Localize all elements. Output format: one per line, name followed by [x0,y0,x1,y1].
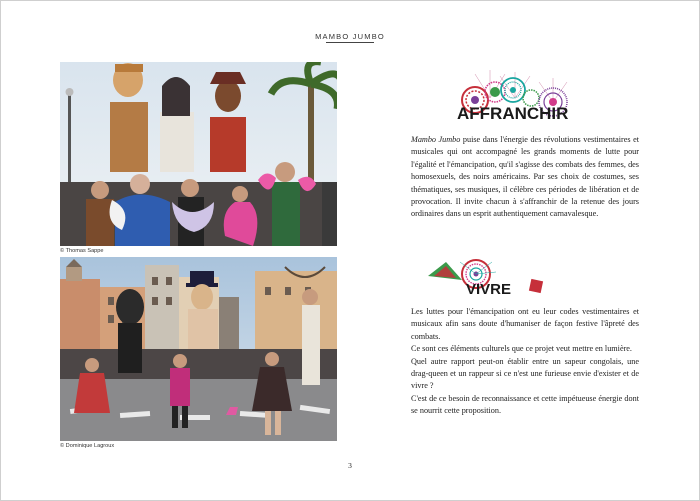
vivre-paragraph: Les luttes pour l'émancipation ont eu leur codes vestimentaires et musicaux afin sans doute d'humaniser de façon festive l'âpreté des combats. [411,307,639,341]
carnival-giants-photo [60,62,337,246]
affranchir-logo-word: AFFRANCHIR [457,104,569,123]
vivre-logo [426,258,546,298]
vivre-logo-word: VIVRE [466,281,512,298]
affranchir-text: puise dans l'énergie des révolutions vestimentaires et musicales qui ont accompagné les grands moments de lutte pour l'égalité et l'émancipation, qu'il s'agisse des combats des femmes, des homosexuels, des noirs américains. Par ses choix de costumes, ses thématiques, ses musiques, il célèbre ces périodes de libération et de provocation. Il invite chacun à s'affranchir de la retenue des jours ordinaires dans un esprit authentiquement carnavalesque. [411,135,640,219]
affranchir-paragraph [411,134,639,221]
page-number: 3 [348,461,352,470]
page-header: MAMBO JUMBO [315,32,385,41]
vivre-paragraph: Quel autre rapport peut-on établir entre un sapeur congolais, une drag-queen et un rappeur si ce n'est une furieuse envie d'exister et de vivre ? [411,356,639,391]
vivre-paragraph: C'est de ce besoin de reconnaissance et cette impétueuse énergie dont se nourrit cette proposition. [411,393,639,416]
street-parade-photo [60,257,337,441]
project-name: Mambo Jumbo [411,135,461,144]
header-rule [326,42,374,43]
photo-credit: © Dominique Lagroux [60,443,115,449]
vivre-paragraphs [411,306,639,418]
affranchir-logo [455,68,575,130]
vivre-paragraph: Ce sont ces éléments culturels que ce projet veut mettre en lumière. [411,344,632,354]
photo-credit: © Thomas Sappe [60,248,104,254]
